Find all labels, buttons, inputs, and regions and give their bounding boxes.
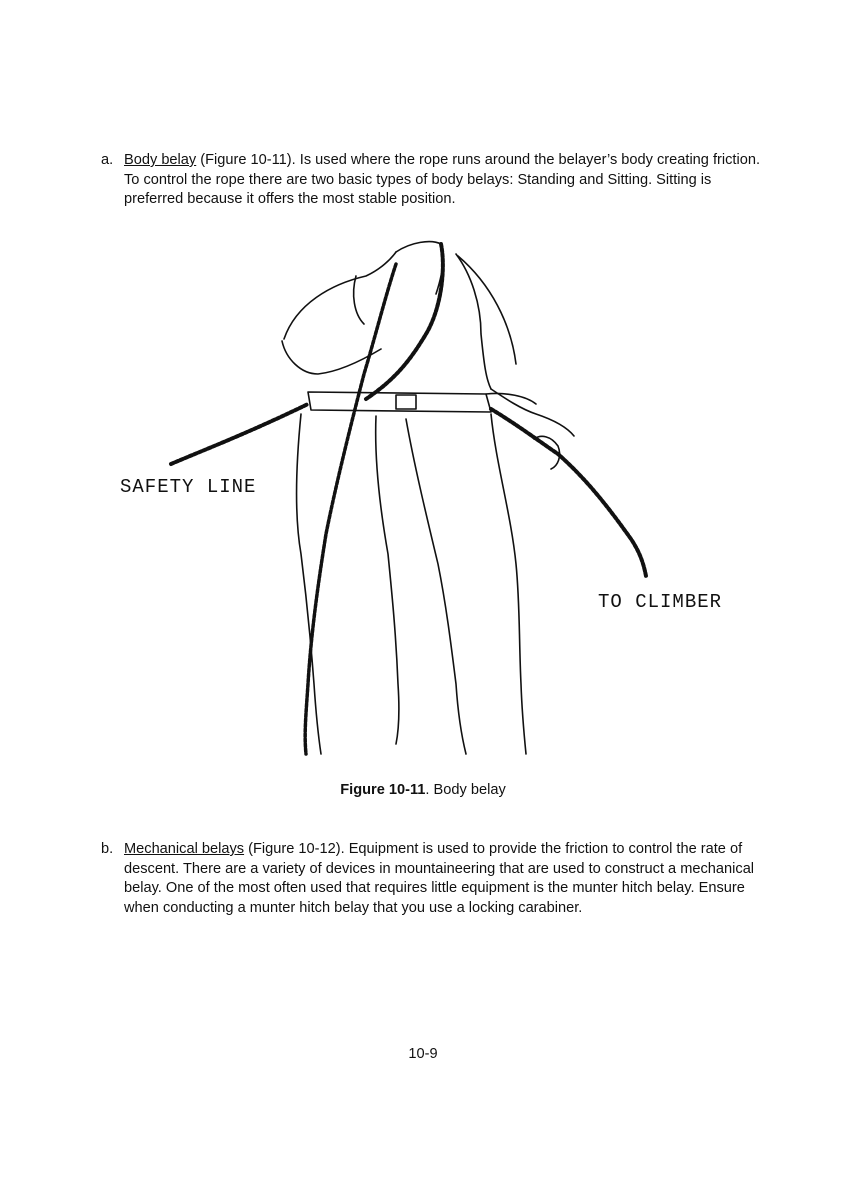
- page-number: 10-9: [408, 1046, 438, 1062]
- body-belay-drawing: [96, 214, 748, 782]
- paragraph-text: (Figure 10-12). Equipment is used to provide the friction to control the rate of descent. There are a variety of devices in mountaineering that are used to construct a mechanical belay. One of the most often used that requires little equipment is the munter hitch belay. Ensure when conducting a munter hitch belay that you use a locking carabiner.: [124, 841, 755, 916]
- figure-number: Figure 10-11: [340, 782, 426, 798]
- figure-caption: [0, 782, 846, 798]
- list-marker: b.: [101, 841, 114, 857]
- label-safety-line: SAFETY LINE: [120, 476, 257, 498]
- term-body-belay: Body belay: [124, 152, 197, 168]
- figure-title: . Body belay: [425, 782, 506, 798]
- paragraph-body: [124, 151, 761, 210]
- paragraph-body: [124, 840, 761, 918]
- label-to-climber: TO CLIMBER: [598, 591, 723, 613]
- figure-body-belay-illustration: [96, 214, 748, 782]
- paragraph-body-belay: [101, 151, 761, 210]
- paragraph-text: (Figure 10-11). Is used where the rope runs around the belayer’s body creating friction. To control the rope there are two basic types of body belays: Standing and Sitting. Sitting is preferred because it offers the most stable position.: [124, 152, 761, 207]
- term-mechanical-belays: Mechanical belays: [124, 841, 245, 857]
- list-marker: a.: [101, 152, 114, 168]
- paragraph-mechanical-belays: [101, 840, 761, 918]
